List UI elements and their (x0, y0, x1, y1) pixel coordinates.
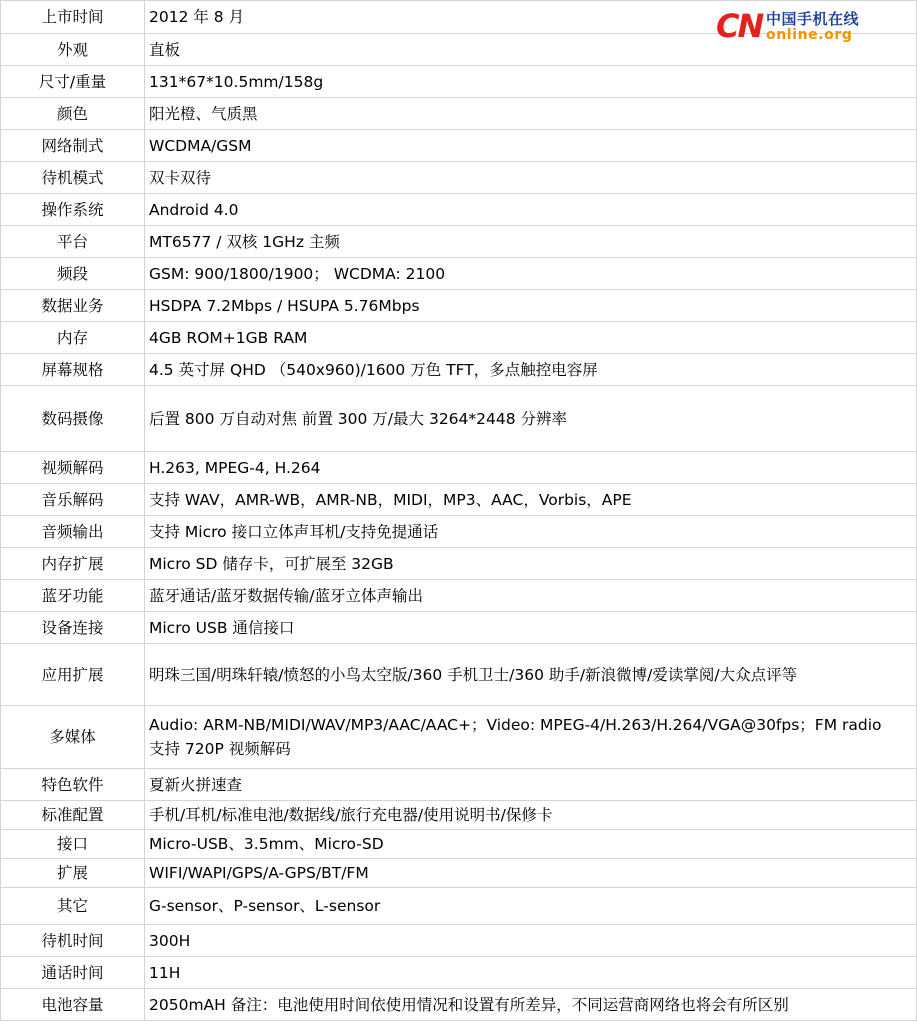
row-value-line: 支持 WAV，AMR-WB，AMR-NB，MIDI，MP3、AAC，Vorbis，APE (149, 490, 632, 509)
row-value-line: 4GB ROM+1GB RAM (149, 328, 308, 347)
row-label: 应用扩展 (1, 644, 145, 706)
table-row (1, 66, 917, 98)
row-value-line: 明珠三国/明珠轩辕/愤怒的小鸟太空版/360 手机卫士/360 助手/新浪微博/爱读掌阅/大众点评等 (149, 665, 798, 684)
table-row (1, 162, 917, 194)
row-value-line: 4.5 英寸屏 QHD （540x960)/1600 万色 TFT，多点触控电容屏 (149, 360, 598, 379)
row-value-line: 后置 800 万自动对焦 前置 300 万/最大 3264*2448 分辨率 (149, 409, 568, 428)
table-row (1, 925, 917, 957)
row-value (145, 706, 917, 769)
row-value (145, 226, 917, 258)
row-label: 蓝牙功能 (1, 580, 145, 612)
table-row (1, 580, 917, 612)
row-value (145, 925, 917, 957)
row-label: 内存扩展 (1, 548, 145, 580)
row-label: 接口 (1, 830, 145, 859)
row-label: 其它 (1, 888, 145, 925)
table-row (1, 452, 917, 484)
row-label: 待机时间 (1, 925, 145, 957)
row-label: 颜色 (1, 98, 145, 130)
row-value (145, 354, 917, 386)
row-value-line: Micro USB 通信接口 (149, 618, 295, 637)
row-value (145, 322, 917, 354)
row-value-line: 2050mAH 备注：电池使用时间依使用情况和设置有所差异，不同运营商网络也将会有所区别 (149, 995, 789, 1014)
row-label: 内存 (1, 322, 145, 354)
row-value-line: H.263, MPEG-4, H.264 (149, 458, 321, 477)
row-value-line: WIFI/WAPI/GPS/A-GPS/BT/FM (149, 864, 369, 882)
row-label: 数据业务 (1, 290, 145, 322)
row-value (145, 801, 917, 830)
row-value (145, 548, 917, 580)
table-row (1, 548, 917, 580)
row-value (145, 162, 917, 194)
table-row (1, 290, 917, 322)
row-value-line: 11H (149, 963, 181, 982)
row-value (145, 859, 917, 888)
row-value-line: HSDPA 7.2Mbps / HSUPA 5.76Mbps (149, 296, 420, 315)
row-label: 网络制式 (1, 130, 145, 162)
row-value-line: GSM: 900/1800/1900； WCDMA: 2100 (149, 264, 446, 283)
row-value (145, 452, 917, 484)
row-value-line: 双卡双待 (149, 168, 212, 187)
row-value-line: MT6577 / 双核 1GHz 主频 (149, 232, 340, 251)
row-value-line: 手机/耳机/标准电池/数据线/旅行充电器/使用说明书/保修卡 (149, 806, 553, 824)
table-row (1, 516, 917, 548)
table-row (1, 194, 917, 226)
row-value (145, 66, 917, 98)
table-row (1, 612, 917, 644)
row-value-line: 131*67*10.5mm/158g (149, 72, 324, 91)
row-value (145, 194, 917, 226)
row-label: 数码摄像 (1, 386, 145, 452)
table-row (1, 644, 917, 706)
table-row (1, 801, 917, 830)
row-value (145, 612, 917, 644)
row-value-line: 2012 年 8 月 (149, 8, 245, 26)
row-value (145, 580, 917, 612)
row-value-line: Micro SD 储存卡，可扩展至 32GB (149, 554, 394, 573)
row-value (145, 644, 917, 706)
row-label: 上市时间 (1, 1, 145, 34)
row-label: 特色软件 (1, 769, 145, 801)
row-value (145, 484, 917, 516)
row-label: 扩展 (1, 859, 145, 888)
table-row (1, 830, 917, 859)
row-value (145, 830, 917, 859)
row-value-line: 支持 Micro 接口立体声耳机/支持免提通话 (149, 522, 439, 541)
row-label: 标准配置 (1, 801, 145, 830)
row-value-line: WCDMA/GSM (149, 136, 252, 155)
row-value-line: Android 4.0 (149, 200, 239, 219)
row-value (145, 258, 917, 290)
row-value (145, 386, 917, 452)
table-row (1, 888, 917, 925)
row-value-line: Audio: ARM-NB/MIDI/WAV/MP3/AAC/AAC+；Video: MPEG-4/H.263/H.264/VGA@30fps；FM radio (149, 716, 882, 734)
row-label: 平台 (1, 226, 145, 258)
row-value (145, 888, 917, 925)
row-label: 通话时间 (1, 957, 145, 989)
cnmo-logo (716, 7, 886, 46)
row-value-line: Micro-USB、3.5mm、Micro-SD (149, 835, 384, 853)
row-label: 屏幕规格 (1, 354, 145, 386)
row-label: 电池容量 (1, 989, 145, 1021)
row-label: 音乐解码 (1, 484, 145, 516)
row-label: 操作系统 (1, 194, 145, 226)
row-label: 频段 (1, 258, 145, 290)
table-row (1, 484, 917, 516)
row-label: 设备连接 (1, 612, 145, 644)
row-label: 多媒体 (1, 706, 145, 769)
row-value-line: 夏新火拼速查 (149, 775, 243, 794)
row-value (145, 516, 917, 548)
row-value-line: 蓝牙通话/蓝牙数据传输/蓝牙立体声输出 (149, 586, 423, 605)
row-value-line: 支持 720P 视频解码 (149, 740, 291, 758)
row-value (145, 98, 917, 130)
row-value-line: 300H (149, 931, 191, 950)
row-value (145, 989, 917, 1021)
row-value-line: 直板 (149, 40, 181, 59)
logo-domain-text: online.org (766, 27, 853, 43)
row-value (145, 957, 917, 989)
logo-cn-text: CN (716, 7, 763, 45)
spec-table-body (1, 1, 917, 1021)
row-label: 外观 (1, 34, 145, 66)
row-label: 视频解码 (1, 452, 145, 484)
table-row (1, 130, 917, 162)
row-value (145, 769, 917, 801)
row-value (145, 130, 917, 162)
row-value-line: 阳光橙、气质黑 (149, 104, 258, 123)
table-row (1, 386, 917, 452)
table-row (1, 322, 917, 354)
table-row (1, 859, 917, 888)
table-row (1, 957, 917, 989)
row-value (145, 290, 917, 322)
row-label: 待机模式 (1, 162, 145, 194)
table-row (1, 706, 917, 769)
table-row (1, 354, 917, 386)
table-row (1, 769, 917, 801)
table-row (1, 226, 917, 258)
logo-chinese-text: 中国手机在线 (766, 10, 860, 28)
row-label: 尺寸/重量 (1, 66, 145, 98)
table-row (1, 989, 917, 1021)
table-row (1, 98, 917, 130)
row-label: 音频输出 (1, 516, 145, 548)
row-value-line: G-sensor、P-sensor、L-sensor (149, 897, 381, 915)
table-row (1, 258, 917, 290)
